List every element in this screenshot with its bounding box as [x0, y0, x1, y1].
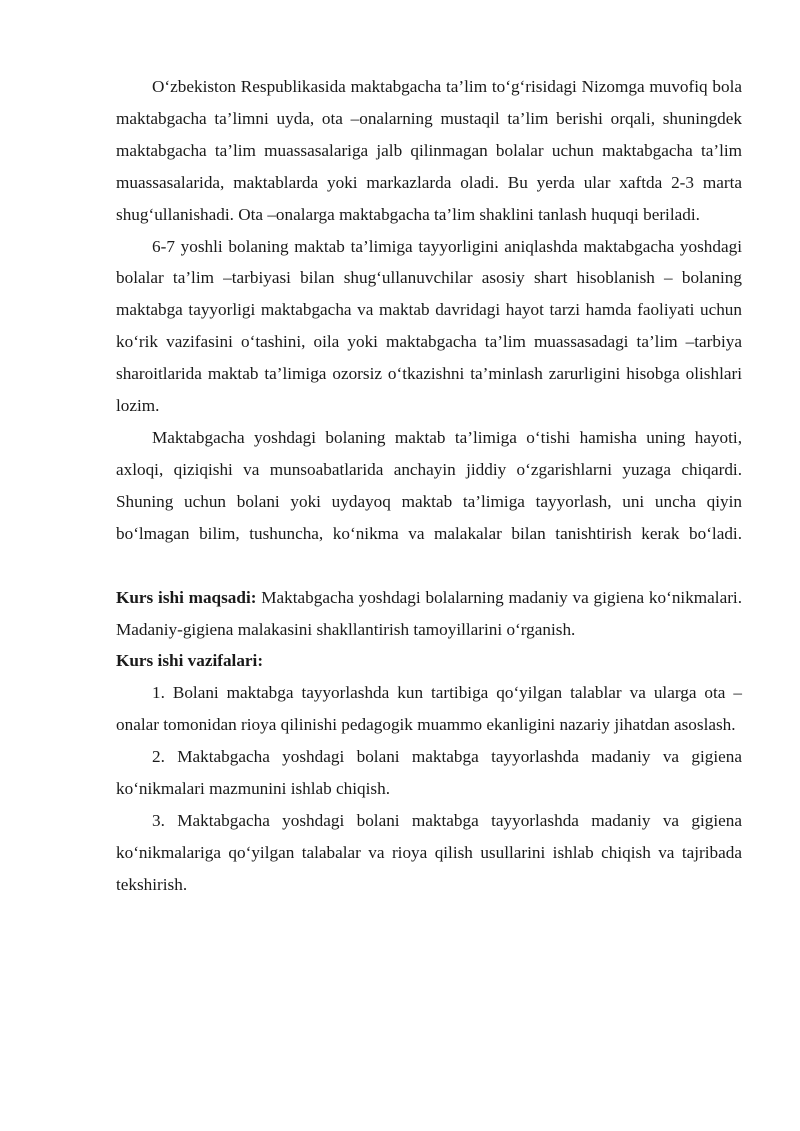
goal-text: Maktabgacha yoshdagi bolalarning madaniy va gigiena ko‘nikmalari. Madaniy-gigiena malakasini shakllantirish tamoyillarini o‘rganish.: [116, 587, 742, 639]
goal-paragraph: [116, 582, 742, 646]
paragraph-spacer: [116, 550, 742, 582]
document-page: [116, 71, 742, 901]
paragraph-3: Maktabgacha yoshdagi bolaning maktab ta’limiga o‘tishi hamisha uning hayoti, axloqi, qiziqishi va munsoabatlarida anchayin jiddiy o‘zgarishlarni yuzaga chiqardi. Shuning uchun bolani yoki uydayoq maktab ta’limiga tayyorlash, uni uncha qiyin bo‘lmagan bilim, tushuncha, ko‘nikma va malakalar bilan tanishtirish kerak bo‘ladi.: [116, 427, 742, 543]
paragraph-2: 6-7 yoshli bolaning maktab ta’limiga tayyorligini aniqlashda maktabgacha yoshdagi bolalar ta’lim –tarbiyasi bilan shug‘ullanuvchilar asosiy shart hisoblanish – bolaning maktabga tayyorligi maktabgacha va maktab davridagi hayot tarzi hamda faoliyati uchun ko‘rik vazifasini o‘tashini, oila yoki maktabgacha ta’lim muassasadagi ta’lim –tarbiya sharoitlarida maktab ta’limiga ozorsiz o‘tkazishni ta’minlash zarurligini hisobga olishlari lozim.: [116, 236, 742, 416]
task-item-3: 3. Maktabgacha yoshdagi bolani maktabga tayyorlashda madaniy va gigiena ko‘nikmalariga qo‘yilgan talabalar va rioya qilish usullarini ishlab chiqish va tajribada tekshirish.: [116, 810, 742, 894]
paragraph-1: O‘zbekiston Respublikasida maktabgacha ta’lim to‘g‘risidagi Nizomga muvofiq bola maktabgacha ta’limni uyda, ota –onalarning mustaqil ta’lim berishi orqali, shuningdek maktabgacha ta’lim muassasalariga jalb qilinmagan bolalar uchun maktabgacha ta’lim muassasalarida, maktablarda yoki markazlarda oladi. Bu yerda ular xaftda 2-3 marta shug‘ullanishadi. Ota –onalarga maktabgacha ta’lim shaklini tanlash huquqi beriladi.: [116, 77, 742, 224]
task-item-1: 1. Bolani maktabga tayyorlashda kun tartibiga qo‘yilgan talablar va ularga ota –onalar tomonidan rioya qilinishi pedagogik muammo ekanligini nazariy jihatdan asoslash.: [116, 683, 742, 735]
tasks-heading: Kurs ishi vazifalari:: [116, 651, 264, 671]
goal-label: Kurs ishi maqsadi:: [116, 587, 257, 607]
task-item-2: 2. Maktabgacha yoshdagi bolani maktabga tayyorlashda madaniy va gigiena ko‘nikmalari mazmunini ishlab chiqish.: [116, 747, 742, 799]
